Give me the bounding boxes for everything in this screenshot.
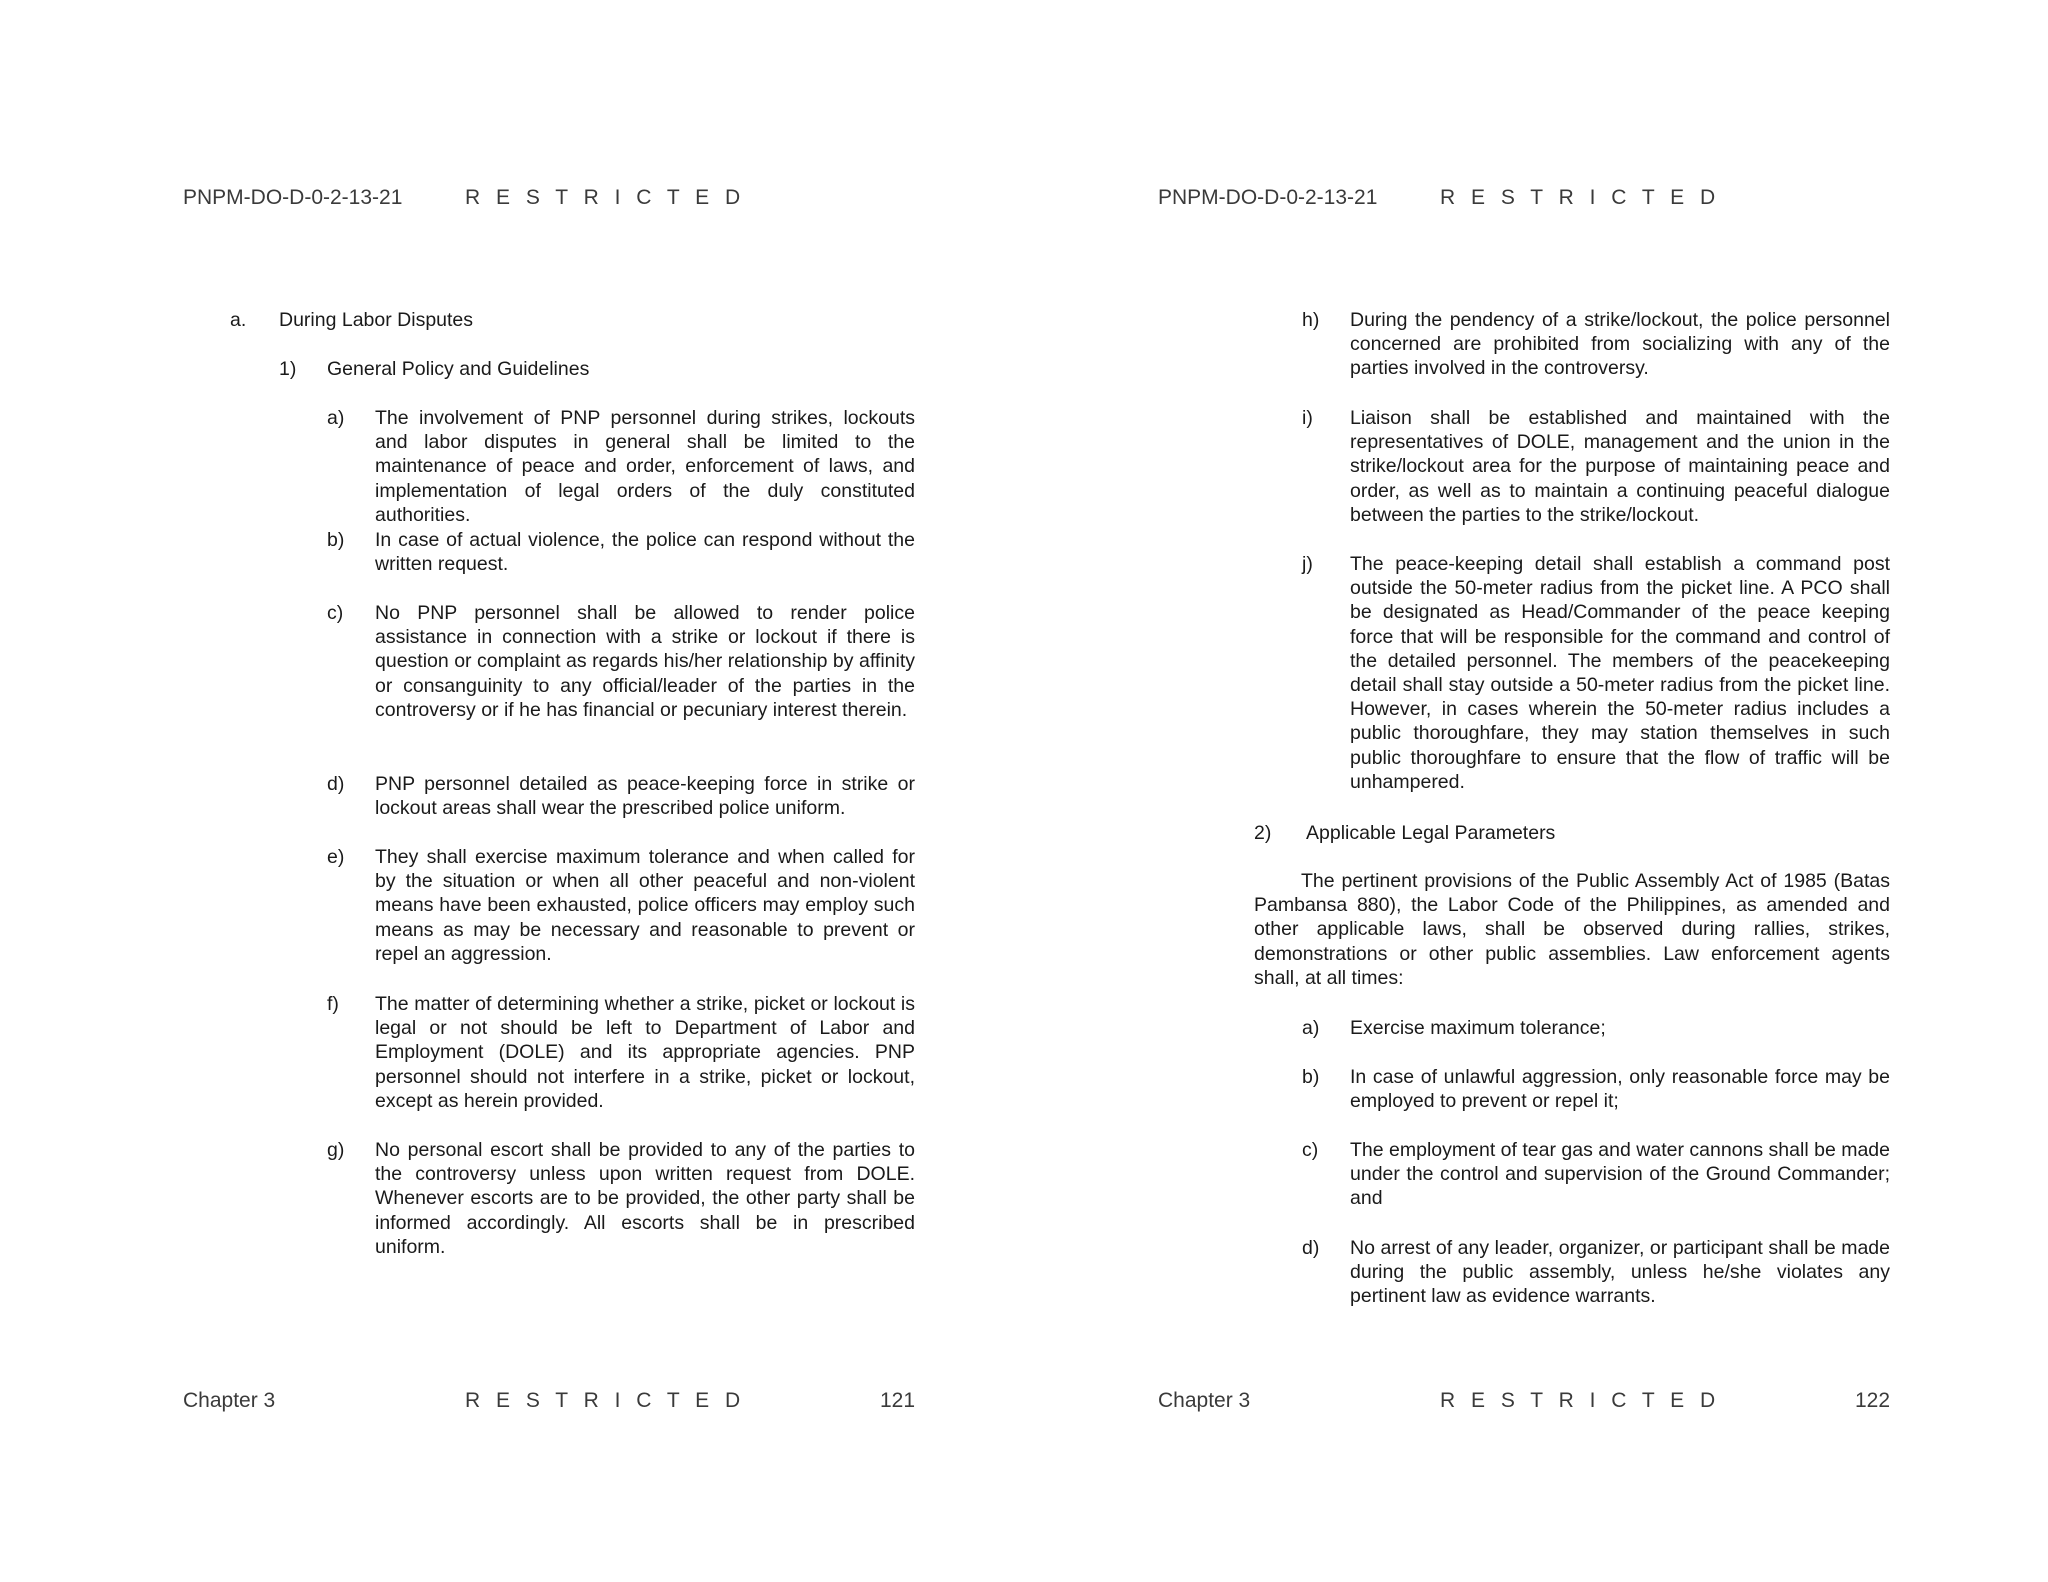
intro-paragraph: The pertinent provisions of the Public Assembly Act of 1985 (Batas Pambansa 880), the Labor Code of the Philippines, as amended and other applicable laws, shall be observed during rallies, strikes, demonstrations or other public assemblies. Law enforcement agents shall, at all times: — [1254, 870, 1890, 989]
subsection-marker: 1) — [279, 358, 297, 380]
footer-classification: R E S T R I C T E D — [1440, 1389, 1721, 1412]
footer-chapter: Chapter 3 — [1158, 1389, 1251, 1412]
list-item-text: No PNP personnel shall be allowed to render police assistance in connection with a strike or lockout if there is question or complaint as regards his/her relationship by affinity or consanguinity to any official/leader of the parties in the controversy or if he has financial or pecuniary interest therein. — [375, 602, 915, 721]
list-item-marker: a) — [327, 407, 345, 429]
page-122 — [968, 0, 1992, 1582]
page-number: 122 — [1855, 1389, 1891, 1412]
param-marker: b) — [1302, 1066, 1320, 1088]
section-marker: a. — [230, 309, 247, 331]
list-item-marker: e) — [327, 846, 345, 868]
subsection-title: Applicable Legal Parameters — [1306, 822, 1556, 844]
list-item-text: PNP personnel detailed as peace-keeping force in strike or lockout areas shall wear the prescribed police uniform. — [375, 773, 915, 820]
list-item-text: They shall exercise maximum tolerance and when called for by the situation or when all other peaceful and non-violent means have been exhausted, police officers may employ such means as may be necessary and reasonable to prevent or repel an aggression. — [375, 846, 915, 965]
param-marker: a) — [1302, 1017, 1320, 1039]
list-item-marker: f) — [327, 993, 339, 1015]
param-text: No arrest of any leader, organizer, or participant shall be made during the public assembly, unless he/she violates any pertinent law as evidence warrants. — [1350, 1237, 1890, 1308]
subsection-marker: 2) — [1254, 822, 1272, 844]
footer-chapter: Chapter 3 — [183, 1389, 276, 1412]
list-item-text: The matter of determining whether a strike, picket or lockout is legal or not should be left to Department of Labor and Employment (DOLE) and its appropriate agencies. PNP personnel should not interfere in a strike, picket or lockout, except as herein provided. — [375, 993, 915, 1112]
param-text: The employment of tear gas and water cannons shall be made under the control and supervision of the Ground Commander; and — [1350, 1139, 1890, 1210]
list-item-text: The peace-keeping detail shall establish a command post outside the 50-meter radius from the picket line. A PCO shall be designated as Head/Commander of the peace keeping force that will be responsible for the command and control of the detailed personnel. The members of the peacekeeping detail shall stay outside a 50-meter radius from the picket line. However, in cases wherein the 50-meter radius includes a public thoroughfare, they may station themselves in such public thoroughfare to ensure that the flow of traffic will be unhampered. — [1350, 553, 1890, 793]
section-title: During Labor Disputes — [279, 309, 474, 331]
list-item-text: During the pendency of a strike/lockout, the police personnel concerned are prohibited from socializing with any of the parties involved in the controversy. — [1350, 309, 1890, 380]
list-item-text: Liaison shall be established and maintained with the representatives of DOLE, management and the union in the strike/lockout area for the purpose of maintaining peace and order, as well as to maintain a continuing peaceful dialogue between the parties to the strike/lockout. — [1350, 407, 1890, 526]
header-classification: R E S T R I C T E D — [465, 186, 746, 209]
header-classification: R E S T R I C T E D — [1440, 186, 1721, 209]
param-text: In case of unlawful aggression, only reasonable force may be employed to prevent or repel it; — [1350, 1066, 1890, 1113]
header-doc-code: PNPM-DO-D-0-2-13-21 — [183, 186, 403, 209]
list-item-marker: h) — [1302, 309, 1320, 331]
footer-classification: R E S T R I C T E D — [465, 1389, 746, 1412]
list-item-marker: j) — [1302, 553, 1313, 575]
list-item-marker: g) — [327, 1139, 345, 1161]
list-item-text: In case of actual violence, the police can respond without the written request. — [375, 529, 915, 576]
list-item-marker: b) — [327, 529, 345, 551]
list-item-marker: i) — [1302, 407, 1313, 429]
param-text: Exercise maximum tolerance; — [1350, 1017, 1606, 1039]
param-marker: c) — [1302, 1139, 1319, 1161]
page-number: 121 — [880, 1389, 916, 1412]
list-item-text: No personal escort shall be provided to any of the parties to the controversy unless upon written request from DOLE. Whenever escorts are to be provided, the other party shall be informed accordingly. All escorts shall be in prescribed uniform. — [375, 1139, 915, 1258]
list-item-text: The involvement of PNP personnel during strikes, lockouts and labor disputes in general shall be limited to the maintenance of peace and order, enforcement of laws, and implementation of legal orders of the duly constituted authorities. — [375, 407, 915, 526]
param-marker: d) — [1302, 1237, 1320, 1259]
list-item-marker: d) — [327, 773, 345, 795]
header-doc-code: PNPM-DO-D-0-2-13-21 — [1158, 186, 1378, 209]
subsection-title: General Policy and Guidelines — [327, 358, 590, 380]
list-item-marker: c) — [327, 602, 344, 624]
